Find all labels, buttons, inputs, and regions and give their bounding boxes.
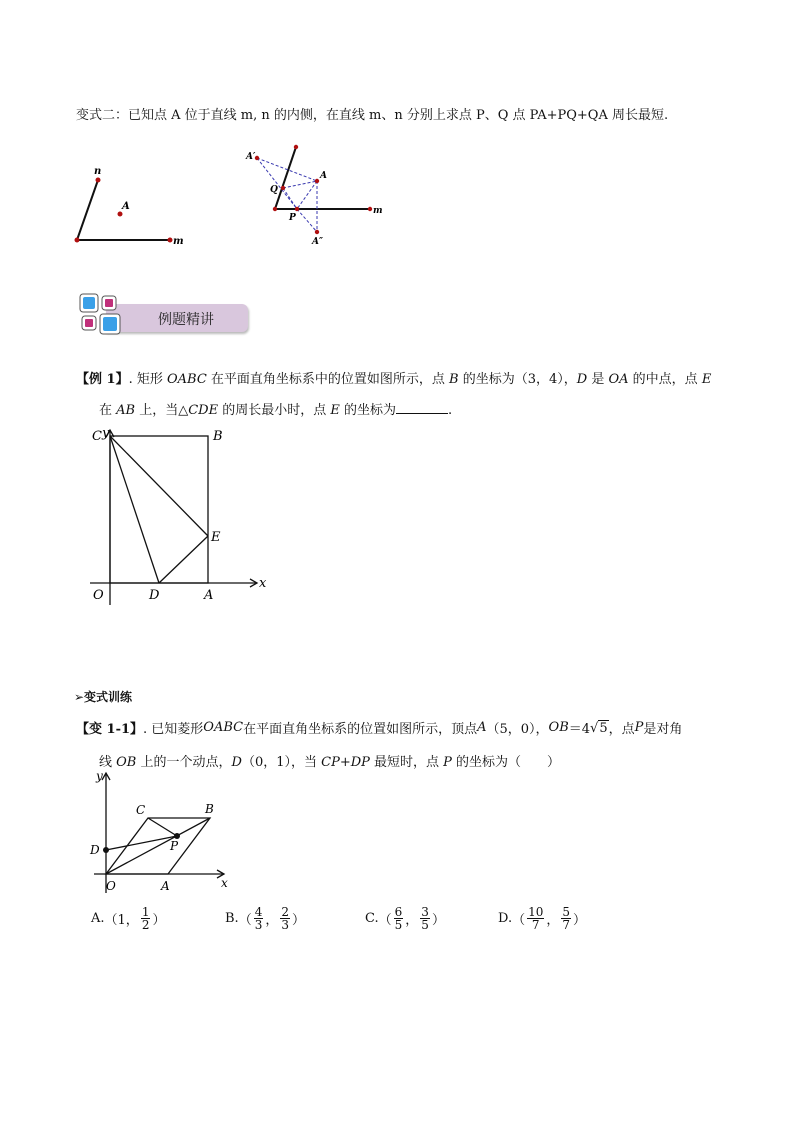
answer-blank <box>396 401 448 414</box>
ex1-text: . 矩形 <box>128 372 167 387</box>
denominator: 3 <box>281 918 289 932</box>
sqrt-radicand: 5 <box>599 720 608 736</box>
banner-squares-icon <box>76 290 134 340</box>
denominator: 7 <box>531 918 540 932</box>
fig2-label-a1: A′ <box>246 152 256 162</box>
fig4-label-c: C <box>136 803 146 817</box>
fig2-label-m: m <box>373 206 383 216</box>
v11-text: ，点 <box>608 722 635 737</box>
example1-line1 <box>76 368 711 387</box>
option-paren: （ <box>378 913 392 928</box>
ex1-text: 上，当△ <box>135 403 189 418</box>
option-letter: C. <box>365 911 379 926</box>
fraction <box>254 906 264 931</box>
section-banner <box>76 290 248 340</box>
ex1-text: 的坐标为（3，4）， <box>458 372 577 387</box>
numerator: 6 <box>394 905 403 919</box>
v11-text: （0，1），当 <box>241 755 322 770</box>
ex1-text: 是 <box>587 372 609 387</box>
numerator: 2 <box>281 905 289 919</box>
fig4-label-o: O <box>106 879 116 893</box>
ex1-text: 在平面直角坐标系中的位置如图所示，点 <box>206 372 450 387</box>
numerator: 10 <box>528 905 544 919</box>
numerator: 4 <box>254 905 263 919</box>
figure-rectangle-oabc <box>85 425 280 610</box>
fraction <box>561 906 571 931</box>
fig2-label-a: A <box>320 171 327 181</box>
variant11-tag: 【变 1-1】 <box>76 722 144 737</box>
option-paren: （1， <box>104 913 139 928</box>
training-heading: ➢变式训练 <box>74 690 133 704</box>
option-d[interactable]: D. （ $\frac{10}{7}$ ， $\frac{5}{7}$ ） <box>498 905 587 932</box>
fraction <box>394 906 404 931</box>
fig3-label-b: B <box>213 429 223 444</box>
option-letter: A. <box>91 911 105 926</box>
fraction <box>420 906 430 931</box>
v11-ob: OB <box>548 720 569 735</box>
ex1-ab: AB <box>116 403 136 418</box>
fig4-label-d: D <box>90 843 100 857</box>
fraction <box>280 906 290 931</box>
v11-text: 上的一个动点， <box>136 755 232 770</box>
v11-cpdp: CP+DP <box>321 755 370 770</box>
ex1-b: B <box>449 372 459 387</box>
variant11-line1 <box>76 718 682 737</box>
denominator: 5 <box>421 918 429 932</box>
option-paren: ） <box>573 913 587 928</box>
variant2-text: 变式二：已知点 A 位于直线 m, n 的内侧，在直线 m、n 分别上求点 P、Q 点 PA+PQ+QA 周长最短. <box>76 108 669 123</box>
v11-a: A <box>477 720 487 735</box>
fig3-label-x: x <box>259 576 267 591</box>
fig4-label-a: A <box>161 879 170 893</box>
ex1-oa: OA <box>608 372 629 387</box>
option-a[interactable] <box>91 906 165 931</box>
fig3-label-d: D <box>149 588 160 603</box>
numerator: 5 <box>562 905 571 919</box>
fig3-label-o: O <box>93 588 104 603</box>
fig4-label-b: B <box>205 802 214 816</box>
fig2-label-q: Q <box>270 185 278 195</box>
figure-reflection <box>240 140 390 250</box>
option-paren: ） <box>292 913 306 928</box>
example1-tag: 【例 1】 <box>76 372 129 387</box>
ex1-d: D <box>576 372 588 387</box>
v11-oabc: OABC <box>203 720 244 735</box>
denominator: 5 <box>394 918 403 932</box>
ex1-text: 的坐标为 <box>339 403 396 418</box>
option-paren: ） <box>431 913 445 928</box>
fig1-label-n: n <box>94 166 102 177</box>
fraction <box>527 906 544 931</box>
v11-text: 在平面直角坐标系的位置如图所示，顶点 <box>243 722 478 737</box>
v11-p: P <box>443 755 452 770</box>
ex1-e: E <box>330 403 340 418</box>
v11-text: （5，0）， <box>486 722 549 737</box>
ex1-oabc: OABC <box>166 372 207 387</box>
option-paren: （ <box>238 913 252 928</box>
v11-d: D <box>231 755 242 770</box>
fig1-label-m: m <box>173 236 184 247</box>
ex1-e: E <box>701 372 712 387</box>
option-letter: B. <box>225 911 239 926</box>
ex1-text: 的中点，点 <box>628 372 702 387</box>
option-b[interactable]: B. （ $\frac{4}{3}$ ， $\frac{2}{3}$ ） <box>225 905 306 932</box>
numerator: 1 <box>141 905 150 919</box>
v11-text: 线 <box>99 755 117 770</box>
denominator: 3 <box>254 918 263 932</box>
fig3-label-e: E <box>211 530 221 545</box>
option-letter: D. <box>498 911 513 926</box>
v11-text: ＝4 <box>568 722 591 737</box>
option-c[interactable]: C. （ $\frac{6}{5}$ ， $\frac{3}{5}$ ） <box>365 905 445 932</box>
figure-angle-mn <box>60 160 200 255</box>
banner-title: 例题精讲 <box>158 312 214 328</box>
example1-line2 <box>99 399 452 418</box>
fig3-label-y: y <box>102 426 110 441</box>
option-paren: （ <box>512 913 526 928</box>
fraction <box>141 906 151 931</box>
fig1-label-a: A <box>122 201 130 212</box>
numerator: 3 <box>421 905 429 919</box>
ex1-text: 的周长最小时，点 <box>218 403 331 418</box>
v11-text: . 已知菱形 <box>143 722 204 737</box>
option-paren: ） <box>152 913 166 928</box>
fig4-label-y: y <box>96 769 103 783</box>
ex1-cde: CDE <box>188 403 219 418</box>
fig4-label-p: P <box>170 839 179 853</box>
v11-text: 是对角 <box>643 722 683 737</box>
denominator: 2 <box>141 918 150 932</box>
ex1-text: . <box>448 403 453 418</box>
figure-rhombus-oabc <box>84 768 244 898</box>
v11-text: 的坐标为（ ） <box>451 755 561 770</box>
denominator: 7 <box>562 918 571 932</box>
fig2-label-p: P <box>289 213 296 223</box>
v11-ob: OB <box>116 755 137 770</box>
fig4-label-x: x <box>221 876 228 890</box>
fig2-label-a2: A″ <box>312 237 324 247</box>
ex1-text: 在 <box>99 403 117 418</box>
v11-p: P <box>634 720 644 735</box>
sqrt-symbol: √ 5 <box>590 720 608 736</box>
v11-text: 最短时，点 <box>369 755 444 770</box>
fig3-label-a: A <box>204 588 214 603</box>
fig3-label-c: C <box>92 429 102 444</box>
